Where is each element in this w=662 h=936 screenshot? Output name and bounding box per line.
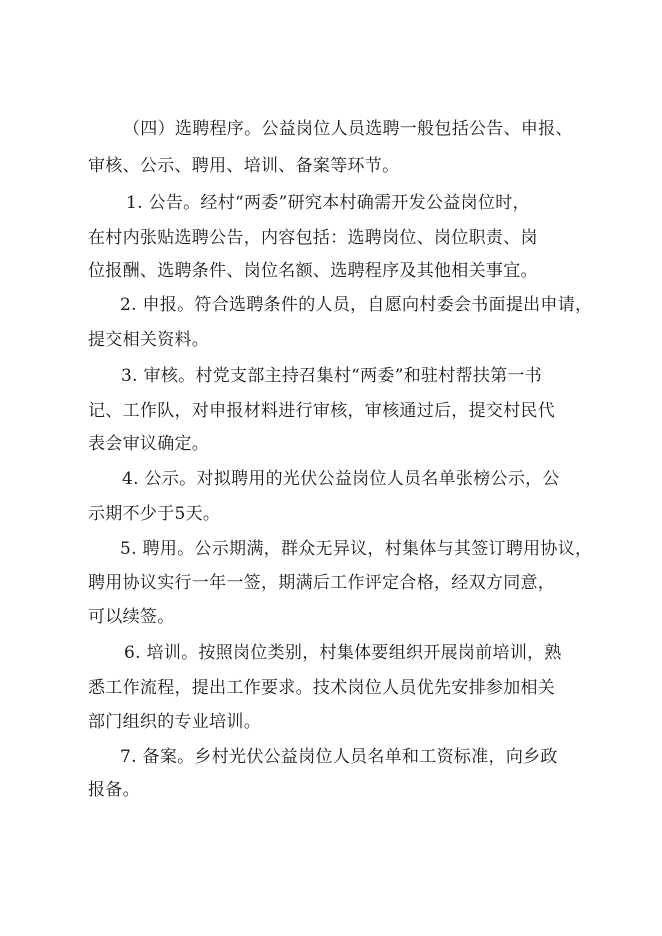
paragraph-line: 记、工作队，对申报材料进行审核，审核通过后，提交村民代	[88, 401, 556, 421]
paragraph-line: 示期不少于5天。	[88, 504, 221, 524]
paragraph-line: 部门组织的专业培训。	[88, 712, 261, 732]
paragraph-line: 审核、公示、聘用、培训、备案等环节。	[88, 156, 400, 176]
paragraph-line: 可以续签。	[88, 607, 175, 627]
paragraph-line: 2. 申报。符合选聘条件的人员，自愿向村委会书面提出申请，	[120, 295, 593, 315]
paragraph-line: 表会审议确定。	[88, 434, 210, 454]
paragraph-line: 在村内张贴选聘公告，内容包括：选聘岗位、岗位职责、岗	[88, 228, 538, 248]
paragraph-line: 悉工作流程，提出工作要求。技术岗位人员优先安排参加相关	[88, 678, 556, 698]
paragraph-line: 5. 聘用。公示期满，群众无异议，村集体与其签订聘用协议，	[120, 539, 593, 559]
paragraph-line: 4. 公示。对拟聘用的光伏公益岗位人员名单张榜公示，公	[122, 469, 560, 489]
paragraph-line: （四）选聘程序。公益岗位人员选聘一般包括公告、申报、	[123, 119, 573, 139]
paragraph-line: 6. 培训。按照岗位类别，村集体要组织开展岗前培训，熟	[124, 643, 562, 663]
paragraph-line: 1. 公告。经村“两委”研究本村确需开发公益岗位时，	[126, 193, 530, 213]
paragraph-line: 3. 审核。村党支部主持召集村“两委”和驻村帮扶第一书	[121, 366, 543, 386]
paragraph-line: 报备。	[88, 780, 140, 800]
paragraph-line: 7. 备案。乡村光伏公益岗位人员名单和工资标准，向乡政	[120, 747, 558, 767]
paragraph-line: 聘用协议实行一年一签，期满后工作评定合格，经双方同意，	[88, 573, 556, 593]
paragraph-line: 提交相关资料。	[88, 330, 210, 350]
paragraph-line: 位报酬、选聘条件、岗位名额、选聘程序及其他相关事宜。	[88, 261, 538, 281]
